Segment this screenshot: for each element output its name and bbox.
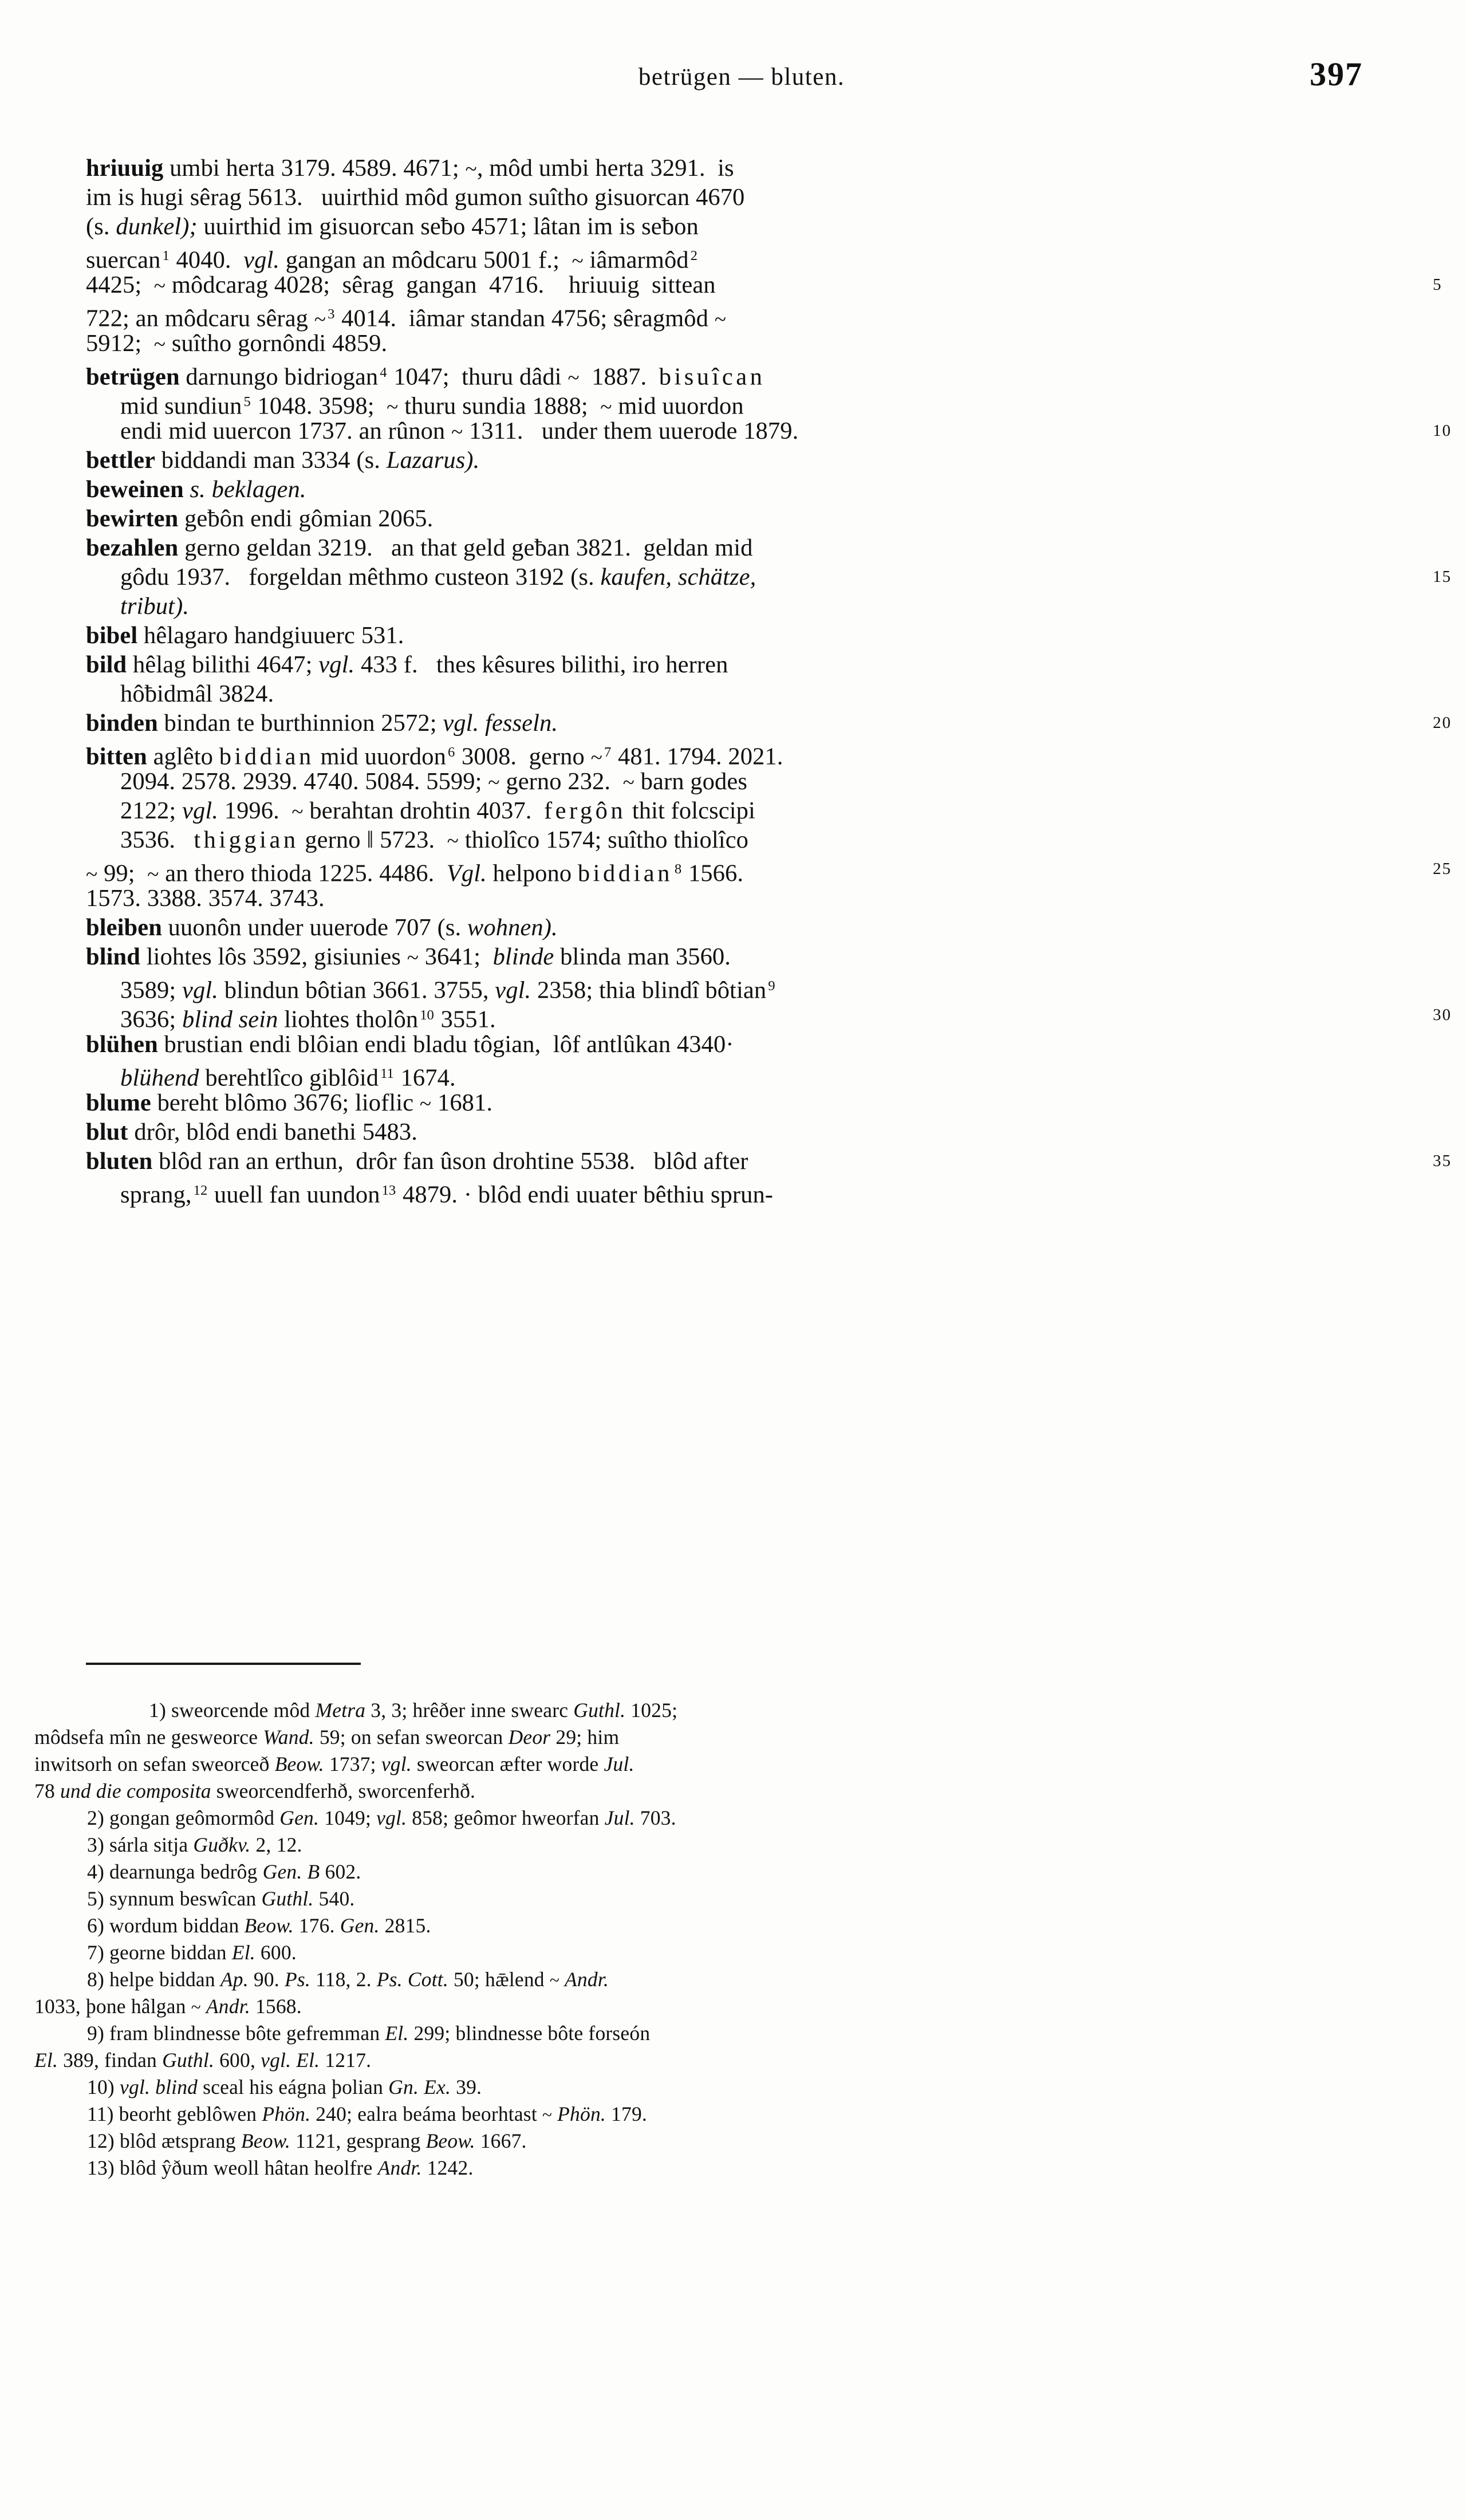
entry-line: hriuuig umbi herta 3179. 4589. 4671; ~, môd umbi herta 3291. is xyxy=(86,155,734,182)
footnote-line: 11) beorht geblôwen Phön. 240; ealra beáma beorhtast ~ Phön. 179. xyxy=(87,2102,647,2125)
footnote-rule xyxy=(86,1663,361,1665)
entry-line: bild hêlag bilithi 4647; vgl. 433 f. thes kêsures bilithi, iro herren xyxy=(86,651,728,678)
entry-line: 4425; ~ môdcarag 4028; sêrag gangan 4716. hriuuig sittean 5 xyxy=(86,270,1340,300)
entry-line: betrügen darnungo bidriogan $^4$ 1047; thuru dâdi ~ 1887. bisuîcan xyxy=(86,363,766,391)
entry-line: blühen brustian endi blôian endi bladu tôgian, lôf antlûkan 4340· xyxy=(86,1031,734,1058)
footnote-block xyxy=(34,1697,1397,2182)
footnote-line: 2) gongan geômormôd Gen. 1049; vgl. 858; geômor hweorfan Jul. 703. xyxy=(87,1806,676,1829)
entry-line: beweinen s. beklagen. xyxy=(86,476,306,503)
running-head-title: betrügen — bluten. xyxy=(638,64,845,90)
margin-line-number: 35 xyxy=(1433,1152,1452,1170)
entry-line: tribut). xyxy=(120,593,190,620)
entry-line: blut drôr, blôd endi banethi 5483. xyxy=(86,1119,417,1145)
footnote-line: 9) fram blindnesse bôte gefremman El. 299; blindnesse bôte forseón xyxy=(87,2022,651,2045)
entry-line: blühend berehtlîco giblôid $^{11}$ 1674. xyxy=(120,1064,456,1092)
entry-line: bleiben uuonôn under uuerode 707 (s. wohnen). xyxy=(86,914,558,941)
entry-line: 3589; vgl. blindun bôtian 3661. 3755, vgl. 2358; thia blindî bôtian $^9$ xyxy=(120,976,775,1004)
footnote-line: 4) dearnunga bedrôg Gen. B 602. xyxy=(87,1860,361,1883)
footnote-line: 78 und die composita sweorcendferhð, sworcenferhð. xyxy=(34,1779,476,1802)
entry-line: bibel hêlagaro handgiuuerc 531. xyxy=(86,622,404,649)
footnote-line: môdsefa mîn ne gesweorce Wand. 59; on sefan sweorcan Deor 29; him xyxy=(34,1726,620,1749)
footnote-line: 6) wordum biddan Beow. 176. Gen. 2815. xyxy=(87,1914,431,1937)
entry-line: sprang, $^{12}$ uuell fan uundon $^{13}$ 4879. · blôd endi uuater bêthiu sprun- xyxy=(120,1181,774,1208)
margin-line-number: 15 xyxy=(1433,568,1452,586)
entry-line: binden bindan te burthinnion 2572; vgl. fesseln. 20 xyxy=(86,708,1340,738)
entry-line: im is hugi sêrag 5613. uuirthid môd gumon suîtho gisuorcan 4670 xyxy=(86,184,745,211)
footnote-line: inwitsorh on sefan sweorceð Beow. 1737; vgl. sweorcan æfter worde Jul. xyxy=(34,1753,635,1775)
entry-line: hôƀidmâl 3824. xyxy=(120,680,274,707)
margin-line-number: 30 xyxy=(1433,1006,1452,1024)
footnote-line: 1) sweorcende môd Metra 3, 3; hrêðer inne swearc Guthl. 1025; xyxy=(149,1699,678,1722)
footnote-line: 10) vgl. blind sceal his eágna þolian Gn. Ex. 39. xyxy=(87,2076,482,2098)
entry-line: (s. dunkel); uuirthid im gisuorcan seƀo 4571; lâtan im is seƀon xyxy=(86,213,699,240)
entry-line: blume bereht blômo 3676; lioflic ~ 1681. xyxy=(86,1089,493,1116)
entry-line: bezahlen gerno geldan 3219. an that geld geƀan 3821. geldan mid xyxy=(86,534,753,561)
entry-line: gôdu 1937. forgeldan mêthmo custeon 3192 (s. kaufen, schätze, 15 xyxy=(86,562,1340,592)
entry-line: 5912; ~ suîtho gornôndi 4859. xyxy=(86,330,388,357)
entry-line: bluten blôd ran an erthun, drôr fan ûson drohtine 5538. blôd after 35 xyxy=(86,1147,1340,1176)
entry-line: bettler biddandi man 3334 (s. Lazarus). xyxy=(86,447,480,474)
entry-line: endi mid uuercon 1737. an rûnon ~ 1311. under them uuerode 1879. 10 xyxy=(86,416,1340,446)
page-number: 397 xyxy=(1310,56,1363,93)
entry-line: 2122; vgl. 1996. ~ berahtan drohtin 4037. fergôn thit folcscipi xyxy=(120,797,755,824)
footnote-line: 8) helpe biddan Ap. 90. Ps. 118, 2. Ps. Cott. 50; hǣlend ~ Andr. xyxy=(87,1968,609,1991)
footnote-line: 13) blôd ŷðum weoll hâtan heolfre Andr. 1242. xyxy=(87,2156,474,2179)
footnote-line: 7) georne biddan El. 600. xyxy=(87,1941,297,1964)
footnote-line: 3) sárla sitja Guðkv. 2, 12. xyxy=(87,1833,302,1856)
entry-line: 722; an môdcaru sêrag ~ $^3$ 4014. iâmar standan 4756; sêragmôd ~ xyxy=(86,305,727,332)
entry-line: bitten aglêto biddian mid uuordon $^6$ 3008. gerno ~ $^7$ 481. 1794. 2021. xyxy=(86,743,783,770)
dictionary-body xyxy=(86,153,1452,1208)
entry-line: bewirten geƀôn endi gômian 2065. xyxy=(86,505,434,532)
entry-line: mid sundiun $^5$ 1048. 3598; ~ thuru sundia 1888; ~ mid uuordon xyxy=(120,392,744,420)
entry-line: 3536. thiggian gerno ‖ 5723. ~ thiolîco 1574; suîtho thiolîco xyxy=(120,826,749,853)
margin-line-number: 10 xyxy=(1433,422,1452,440)
entry-line: 2094. 2578. 2939. 4740. 5084. 5599; ~ gerno 232. ~ barn godes xyxy=(120,768,747,795)
entry-line: 3636; blind sein liohtes tholôn $^{10}$ 3551. 30 xyxy=(86,1001,1340,1030)
margin-line-number: 5 xyxy=(1433,275,1443,294)
footnote-line: 12) blôd ætsprang Beow. 1121, gesprang Beow. 1667. xyxy=(87,2129,527,2152)
footnote-line: El. 389, findan Guthl. 600, vgl. El. 1217. xyxy=(34,2049,372,2072)
margin-line-number: 25 xyxy=(1433,860,1452,878)
entry-line: 1573. 3388. 3574. 3743. xyxy=(86,885,325,912)
footnote-line: 5) synnum beswîcan Guthl. 540. xyxy=(87,1887,355,1910)
margin-line-number: 20 xyxy=(1433,714,1452,732)
running-head xyxy=(86,56,1397,103)
entry-line: suercan $^1$ 4040. vgl. gangan an môdcaru 5001 f.; ~ iâmarmôd $^2$ xyxy=(86,246,697,274)
entry-line: blind liohtes lôs 3592, gisiunies ~ 3641; blinde blinda man 3560. xyxy=(86,943,731,970)
footnote-line: 1033, þone hâlgan ~ Andr. 1568. xyxy=(34,1995,302,2018)
entry-line: ~ 99; ~ an thero thioda 1225. 4486. Vgl. helpono biddian $^8$ 1566. 25 xyxy=(86,855,1340,884)
